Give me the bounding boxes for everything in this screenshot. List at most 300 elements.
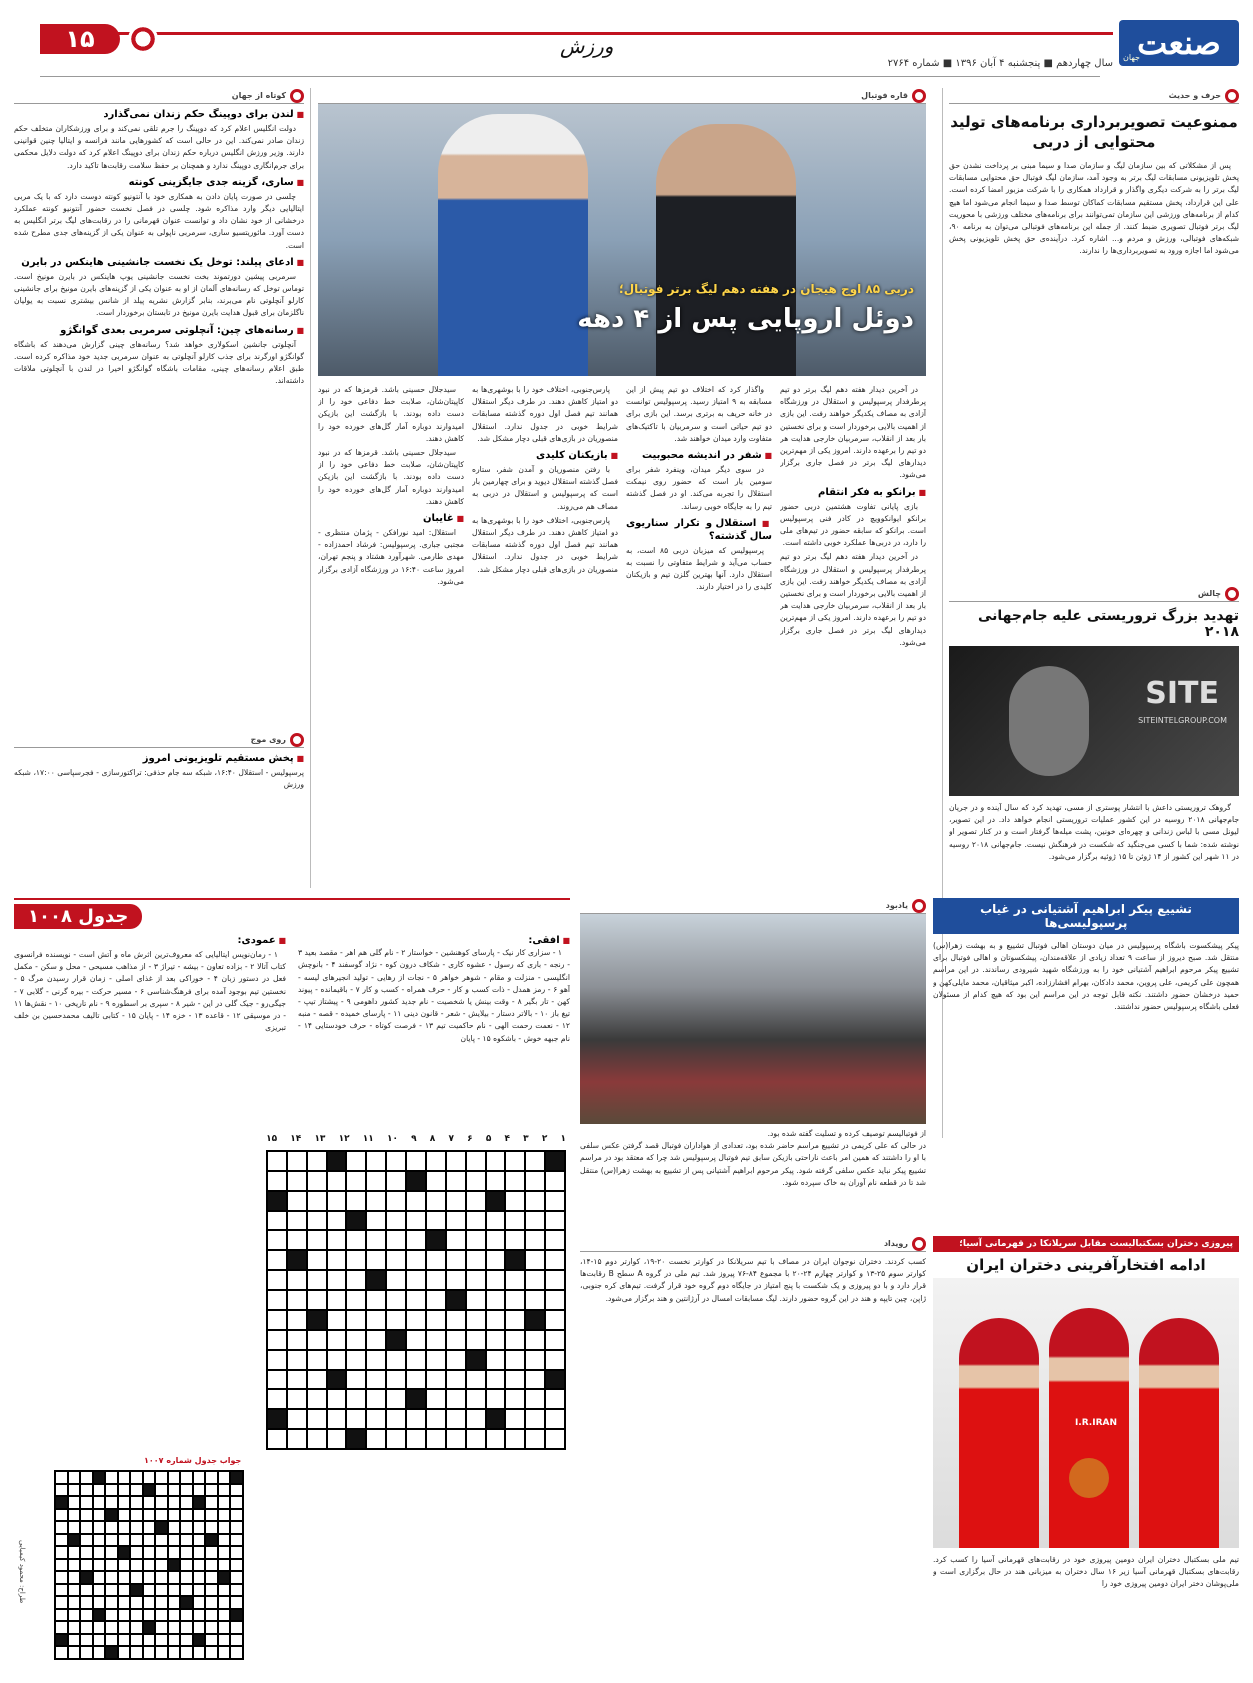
grid-cell	[143, 1596, 156, 1609]
grid-cell[interactable]	[466, 1330, 486, 1350]
grid-cell	[143, 1559, 156, 1572]
grid-cell[interactable]	[267, 1270, 287, 1290]
grid-cell[interactable]	[307, 1191, 327, 1211]
grid-cell[interactable]	[466, 1250, 486, 1270]
grid-cell[interactable]	[386, 1191, 406, 1211]
grid-cell[interactable]	[267, 1211, 287, 1231]
grid-cell[interactable]	[545, 1270, 565, 1290]
grid-cell[interactable]	[267, 1250, 287, 1270]
grid-cell[interactable]	[525, 1230, 545, 1250]
grid-cell	[205, 1521, 218, 1534]
grid-cell[interactable]	[505, 1350, 525, 1370]
grid-cell[interactable]	[426, 1151, 446, 1171]
grid-cell[interactable]	[525, 1250, 545, 1270]
grid-cell[interactable]	[406, 1250, 426, 1270]
grid-cell[interactable]	[287, 1350, 307, 1370]
grid-cell[interactable]	[426, 1230, 446, 1250]
grid-cell[interactable]	[426, 1250, 446, 1270]
grid-cell	[55, 1634, 68, 1647]
grid-cell	[80, 1621, 93, 1634]
grid-cell[interactable]	[366, 1270, 386, 1290]
grid-cell[interactable]	[287, 1151, 307, 1171]
grid-cell[interactable]	[327, 1250, 347, 1270]
hero-label-bar	[318, 88, 926, 104]
grid-cell[interactable]	[327, 1389, 347, 1409]
masthead	[0, 14, 1253, 84]
grid-cell[interactable]	[386, 1310, 406, 1330]
grid-cell[interactable]	[307, 1409, 327, 1429]
grid-cell	[180, 1596, 193, 1609]
grid-cell[interactable]	[366, 1370, 386, 1390]
grid-cell[interactable]	[307, 1151, 327, 1171]
grid-cell	[68, 1621, 81, 1634]
grid-cell[interactable]	[446, 1270, 466, 1290]
grid-cell[interactable]	[446, 1370, 466, 1390]
grid-cell[interactable]	[486, 1409, 506, 1429]
crossword-grid[interactable]	[266, 1150, 566, 1450]
grid-cell	[105, 1634, 118, 1647]
grid-cell[interactable]	[446, 1350, 466, 1370]
grid-cell[interactable]	[287, 1409, 307, 1429]
grid-cell[interactable]	[486, 1250, 506, 1270]
grid-cell[interactable]	[366, 1211, 386, 1231]
grid-cell[interactable]	[386, 1171, 406, 1191]
grid-cell[interactable]	[366, 1191, 386, 1211]
grid-cell[interactable]	[466, 1429, 486, 1449]
grid-cell[interactable]	[267, 1171, 287, 1191]
grid-cell[interactable]	[466, 1310, 486, 1330]
grid-cell	[80, 1496, 93, 1509]
grid-cell[interactable]	[525, 1429, 545, 1449]
grid-cell[interactable]	[346, 1151, 366, 1171]
grid-cell[interactable]	[505, 1250, 525, 1270]
grid-cell[interactable]	[505, 1370, 525, 1390]
grid-cell[interactable]	[346, 1290, 366, 1310]
grid-cell[interactable]	[346, 1270, 366, 1290]
grid-cell[interactable]	[307, 1250, 327, 1270]
grid-cell[interactable]	[486, 1290, 506, 1310]
left-section-label: کوتاه از جهان	[232, 89, 304, 103]
derby-col-4: سید‌جلال حسینی باشد. قرمزها که در نبود کاپیتان‌شان، صلابت خط دفاعی خود را از دست داده بودند. با بازگشت این بازیکن امیدوارند دوباره آمار گل‌های خورده خود را کاهش دهند. سید‌جلال حسینی باشد. قرمزها که در نبود کاپیتان‌شان، صلابت خط دفاعی خود را از دست داده بودند. با بازگشت این بازیکن امیدوارند دوباره آمار گل‌های خورده خود را کاهش دهند. ■ غایبان استقلال: امید نورافکن - پژمان منتظری - مجتبی جباری. پرسپولیس: فرشاد احمدزاده - مهدی طارمی. شهرآورد هشتاد و پنجم تهران، امروز ساعت ۱۶:۴۰ در ورزشگاه آزادی برگزار می‌شود.	[318, 384, 464, 884]
grid-cell[interactable]	[366, 1310, 386, 1330]
grid-cell[interactable]	[327, 1171, 347, 1191]
grid-cell[interactable]	[505, 1409, 525, 1429]
terror-image-sub: SITEINTELGROUP.COM	[1138, 716, 1227, 725]
grid-cell[interactable]	[327, 1409, 347, 1429]
grid-cell[interactable]	[505, 1151, 525, 1171]
grid-cell[interactable]	[466, 1171, 486, 1191]
grid-cell[interactable]	[267, 1409, 287, 1429]
grid-cell	[80, 1534, 93, 1547]
grid-cell[interactable]	[307, 1429, 327, 1449]
grid-cell	[93, 1634, 106, 1647]
grid-cell[interactable]	[525, 1171, 545, 1191]
grid-cell[interactable]	[267, 1290, 287, 1310]
grid-cell[interactable]	[466, 1230, 486, 1250]
grid-cell	[155, 1609, 168, 1622]
grid-cell[interactable]	[366, 1330, 386, 1350]
grid-cell[interactable]	[466, 1350, 486, 1370]
grid-cell[interactable]	[386, 1429, 406, 1449]
page-number: ۱۵	[65, 25, 95, 53]
grid-cell[interactable]	[386, 1370, 406, 1390]
grid-cell	[155, 1571, 168, 1584]
grid-cell[interactable]	[525, 1409, 545, 1429]
grid-cell[interactable]	[307, 1171, 327, 1191]
grid-cell[interactable]	[287, 1171, 307, 1191]
grid-cell[interactable]	[486, 1171, 506, 1191]
grid-cell	[105, 1534, 118, 1547]
grid-cell[interactable]	[267, 1429, 287, 1449]
grid-cell[interactable]	[346, 1191, 366, 1211]
grid-cell[interactable]	[505, 1310, 525, 1330]
grid-cell[interactable]	[426, 1310, 446, 1330]
grid-cell[interactable]	[346, 1211, 366, 1231]
grid-cell[interactable]	[525, 1211, 545, 1231]
grid-cell[interactable]	[486, 1389, 506, 1409]
grid-cell[interactable]	[525, 1270, 545, 1290]
grid-cell[interactable]	[505, 1389, 525, 1409]
grid-cell[interactable]	[545, 1211, 565, 1231]
grid-cell[interactable]	[327, 1370, 347, 1390]
grid-cell[interactable]	[446, 1290, 466, 1310]
grid-cell[interactable]	[446, 1191, 466, 1211]
grid-cell	[55, 1509, 68, 1522]
grid-cell	[105, 1584, 118, 1597]
grid-cell	[180, 1634, 193, 1647]
grid-cell[interactable]	[505, 1290, 525, 1310]
grid-cell	[55, 1471, 68, 1484]
grid-cell[interactable]	[287, 1290, 307, 1310]
grid-cell[interactable]	[406, 1171, 426, 1191]
grid-cell[interactable]	[327, 1211, 347, 1231]
grid-cell[interactable]	[327, 1429, 347, 1449]
grid-cell[interactable]	[525, 1330, 545, 1350]
grid-cell	[130, 1546, 143, 1559]
grid-cell[interactable]	[327, 1230, 347, 1250]
grid-cell[interactable]	[446, 1389, 466, 1409]
grid-cell[interactable]	[426, 1211, 446, 1231]
grid-cell	[180, 1609, 193, 1622]
grid-cell[interactable]	[446, 1230, 466, 1250]
grid-cell[interactable]	[327, 1350, 347, 1370]
grid-cell[interactable]	[327, 1270, 347, 1290]
grid-cell[interactable]	[505, 1191, 525, 1211]
grid-cell[interactable]	[346, 1350, 366, 1370]
grid-cell[interactable]	[505, 1211, 525, 1231]
grid-cell[interactable]	[366, 1151, 386, 1171]
grid-cell[interactable]	[386, 1211, 406, 1231]
grid-cell[interactable]	[406, 1230, 426, 1250]
grid-cell	[155, 1534, 168, 1547]
grid-cell[interactable]	[486, 1230, 506, 1250]
grid-cell[interactable]	[545, 1310, 565, 1330]
grid-cell[interactable]	[466, 1270, 486, 1290]
grid-cell[interactable]	[287, 1310, 307, 1330]
grid-cell[interactable]	[406, 1370, 426, 1390]
grid-cell[interactable]	[327, 1290, 347, 1310]
grid-cell	[168, 1634, 181, 1647]
grid-cell[interactable]	[366, 1230, 386, 1250]
grid-cell[interactable]	[287, 1211, 307, 1231]
grid-cell	[143, 1521, 156, 1534]
grid-cell[interactable]	[366, 1350, 386, 1370]
grid-cell[interactable]	[466, 1191, 486, 1211]
grid-cell	[168, 1584, 181, 1597]
grid-cell[interactable]	[486, 1330, 506, 1350]
grid-cell[interactable]	[327, 1330, 347, 1350]
grid-cell[interactable]	[267, 1389, 287, 1409]
grid-cell[interactable]	[486, 1370, 506, 1390]
basketball-icon	[1069, 1458, 1109, 1498]
grid-cell[interactable]	[386, 1409, 406, 1429]
grid-cell	[93, 1559, 106, 1572]
grid-cell[interactable]	[406, 1409, 426, 1429]
grid-cell[interactable]	[366, 1389, 386, 1409]
grid-cell[interactable]	[406, 1290, 426, 1310]
grid-cell[interactable]	[386, 1350, 406, 1370]
grid-cell[interactable]	[545, 1409, 565, 1429]
grid-cell[interactable]	[545, 1250, 565, 1270]
grid-cell	[230, 1521, 243, 1534]
grid-cell	[80, 1484, 93, 1497]
grid-cell[interactable]	[446, 1409, 466, 1429]
grid-cell[interactable]	[307, 1230, 327, 1250]
grid-cell[interactable]	[346, 1409, 366, 1429]
grid-cell[interactable]	[486, 1429, 506, 1449]
grid-cell[interactable]	[505, 1429, 525, 1449]
grid-cell[interactable]	[486, 1310, 506, 1330]
grid-cell[interactable]	[366, 1429, 386, 1449]
grid-cell	[80, 1646, 93, 1659]
grid-cell[interactable]	[287, 1230, 307, 1250]
grid-cell[interactable]	[287, 1330, 307, 1350]
grid-cell	[168, 1596, 181, 1609]
grid-cell[interactable]	[545, 1429, 565, 1449]
grid-cell[interactable]	[307, 1370, 327, 1390]
grid-cell	[180, 1484, 193, 1497]
grid-cell[interactable]	[545, 1191, 565, 1211]
grid-cell[interactable]	[426, 1290, 446, 1310]
grid-cell[interactable]	[406, 1191, 426, 1211]
grid-cell[interactable]	[386, 1250, 406, 1270]
grid-cell	[205, 1646, 218, 1659]
grid-cell[interactable]	[267, 1370, 287, 1390]
grid-cell[interactable]	[307, 1310, 327, 1330]
grid-cell	[180, 1496, 193, 1509]
grid-cell[interactable]	[505, 1330, 525, 1350]
hero-kicker: دربی ۸۵ اوج هیجان در هفته دهم لیگ برتر فوتبال؛	[618, 282, 914, 296]
grid-cell[interactable]	[386, 1389, 406, 1409]
grid-cell[interactable]	[386, 1290, 406, 1310]
grid-cell	[193, 1484, 206, 1497]
grid-cell[interactable]	[267, 1350, 287, 1370]
grid-cell[interactable]	[466, 1290, 486, 1310]
grid-cell[interactable]	[545, 1230, 565, 1250]
grid-cell[interactable]	[386, 1230, 406, 1250]
grid-cell[interactable]	[346, 1171, 366, 1191]
grid-cell[interactable]	[307, 1389, 327, 1409]
grid-cell[interactable]	[446, 1171, 466, 1191]
grid-cell	[218, 1621, 231, 1634]
grid-cell[interactable]	[267, 1230, 287, 1250]
grid-cell[interactable]	[446, 1211, 466, 1231]
grid-cell[interactable]	[466, 1370, 486, 1390]
grid-cell[interactable]	[505, 1230, 525, 1250]
bullet-icon	[1225, 587, 1239, 601]
logo-sub: جهان	[1123, 53, 1140, 62]
grid-cell[interactable]	[267, 1330, 287, 1350]
tv-title: ■ پخش مستقیم تلویزیونی امروز	[14, 752, 304, 765]
grid-cell[interactable]	[406, 1211, 426, 1231]
grid-cell[interactable]	[287, 1250, 307, 1270]
grid-cell[interactable]	[426, 1409, 446, 1429]
grid-cell[interactable]	[366, 1171, 386, 1191]
grid-cell[interactable]	[525, 1310, 545, 1330]
grid-cell[interactable]	[426, 1389, 446, 1409]
grid-cell[interactable]	[545, 1151, 565, 1171]
grid-cell[interactable]	[545, 1171, 565, 1191]
grid-cell	[218, 1609, 231, 1622]
grid-cell[interactable]	[267, 1191, 287, 1211]
grid-cell[interactable]	[466, 1211, 486, 1231]
grid-cell	[130, 1484, 143, 1497]
grid-cell[interactable]	[525, 1389, 545, 1409]
grid-cell[interactable]	[426, 1270, 446, 1290]
tv-body: پرسپولیس - استقلال ۱۶:۴۰، شبکه سه جام حذفی: تراکتورسازی - فجرسپاسی ۱۷:۰۰، شبکه ورزش	[14, 768, 304, 790]
grid-cell[interactable]	[446, 1429, 466, 1449]
grid-cell	[55, 1646, 68, 1659]
grid-cell	[218, 1534, 231, 1547]
grid-cell[interactable]	[287, 1370, 307, 1390]
player-1	[1139, 1318, 1219, 1548]
grid-cell[interactable]	[346, 1429, 366, 1449]
grid-cell[interactable]	[327, 1310, 347, 1330]
grid-cell[interactable]	[307, 1290, 327, 1310]
grid-cell	[205, 1509, 218, 1522]
grid-cell	[218, 1496, 231, 1509]
grid-cell[interactable]	[406, 1350, 426, 1370]
grid-cell[interactable]	[307, 1211, 327, 1231]
grid-cell[interactable]	[446, 1151, 466, 1171]
grid-cell[interactable]	[346, 1389, 366, 1409]
grid-cell[interactable]	[426, 1429, 446, 1449]
tv-label-bar	[14, 732, 304, 748]
grid-cell[interactable]	[486, 1350, 506, 1370]
grid-cell[interactable]	[505, 1270, 525, 1290]
grid-cell[interactable]	[406, 1151, 426, 1171]
grid-cell[interactable]	[267, 1151, 287, 1171]
grid-cell[interactable]	[525, 1350, 545, 1370]
grid-cell[interactable]	[366, 1290, 386, 1310]
grid-cell[interactable]	[426, 1330, 446, 1350]
grid-cell[interactable]	[486, 1211, 506, 1231]
grid-cell[interactable]	[446, 1310, 466, 1330]
grid-cell[interactable]	[346, 1310, 366, 1330]
grid-cell[interactable]	[386, 1151, 406, 1171]
grid-cell	[93, 1521, 106, 1534]
grid-cell[interactable]	[466, 1389, 486, 1409]
grid-cell[interactable]	[426, 1171, 446, 1191]
grid-cell[interactable]	[366, 1250, 386, 1270]
grid-cell[interactable]	[486, 1191, 506, 1211]
grid-cell[interactable]	[486, 1151, 506, 1171]
grid-cell[interactable]	[426, 1350, 446, 1370]
grid-cell	[130, 1471, 143, 1484]
grid-cell[interactable]	[525, 1151, 545, 1171]
grid-cell[interactable]	[545, 1389, 565, 1409]
grid-cell	[68, 1534, 81, 1547]
bullet-icon	[1225, 89, 1239, 103]
grid-cell[interactable]	[525, 1290, 545, 1310]
girls-kicker: پیروزی دختران بسکتبالیست مقابل سریلانکا در قهرمانی آسیا؛	[933, 1236, 1239, 1252]
grid-cell[interactable]	[406, 1429, 426, 1449]
grid-cell[interactable]	[287, 1389, 307, 1409]
grid-cell[interactable]	[307, 1350, 327, 1370]
grid-cell[interactable]	[426, 1191, 446, 1211]
grid-cell[interactable]	[307, 1330, 327, 1350]
grid-cell[interactable]	[466, 1409, 486, 1429]
grid-cell[interactable]	[406, 1270, 426, 1290]
grid-cell[interactable]	[446, 1330, 466, 1350]
grid-cell[interactable]	[545, 1370, 565, 1390]
grid-cell	[55, 1546, 68, 1559]
grid-cell	[218, 1509, 231, 1522]
grid-cell	[230, 1471, 243, 1484]
grid-cell[interactable]	[525, 1191, 545, 1211]
grid-cell[interactable]	[346, 1250, 366, 1270]
grid-cell[interactable]	[525, 1370, 545, 1390]
grid-cell	[168, 1534, 181, 1547]
grid-cell[interactable]	[406, 1310, 426, 1330]
grid-cell	[218, 1646, 231, 1659]
grid-cell[interactable]	[327, 1191, 347, 1211]
grid-cell	[218, 1559, 231, 1572]
grid-cell[interactable]	[386, 1330, 406, 1350]
grid-cell[interactable]	[346, 1230, 366, 1250]
grid-cell	[130, 1571, 143, 1584]
grid-cell	[230, 1546, 243, 1559]
grid-cell[interactable]	[466, 1151, 486, 1171]
grid-cell	[118, 1546, 131, 1559]
grid-cell	[80, 1596, 93, 1609]
grid-cell[interactable]	[346, 1370, 366, 1390]
grid-cell[interactable]	[406, 1389, 426, 1409]
grid-cell	[193, 1546, 206, 1559]
grid-cell[interactable]	[307, 1270, 327, 1290]
grid-cell[interactable]	[366, 1409, 386, 1429]
grid-cell[interactable]	[446, 1250, 466, 1270]
grid-cell[interactable]	[505, 1171, 525, 1191]
grid-cell[interactable]	[545, 1290, 565, 1310]
grid-cell[interactable]	[327, 1151, 347, 1171]
grid-cell[interactable]	[406, 1330, 426, 1350]
grid-cell[interactable]	[545, 1350, 565, 1370]
grid-cell	[168, 1609, 181, 1622]
grid-cell	[93, 1584, 106, 1597]
grid-cell[interactable]	[386, 1270, 406, 1290]
grid-cell[interactable]	[426, 1370, 446, 1390]
grid-cell	[155, 1546, 168, 1559]
grid-cell[interactable]	[545, 1330, 565, 1350]
grid-cell[interactable]	[287, 1270, 307, 1290]
grid-cell[interactable]	[287, 1191, 307, 1211]
grid-cell[interactable]	[287, 1429, 307, 1449]
grid-cell[interactable]	[346, 1330, 366, 1350]
grid-cell[interactable]	[486, 1270, 506, 1290]
grid-cell[interactable]	[267, 1310, 287, 1330]
grid-cell	[130, 1634, 143, 1647]
